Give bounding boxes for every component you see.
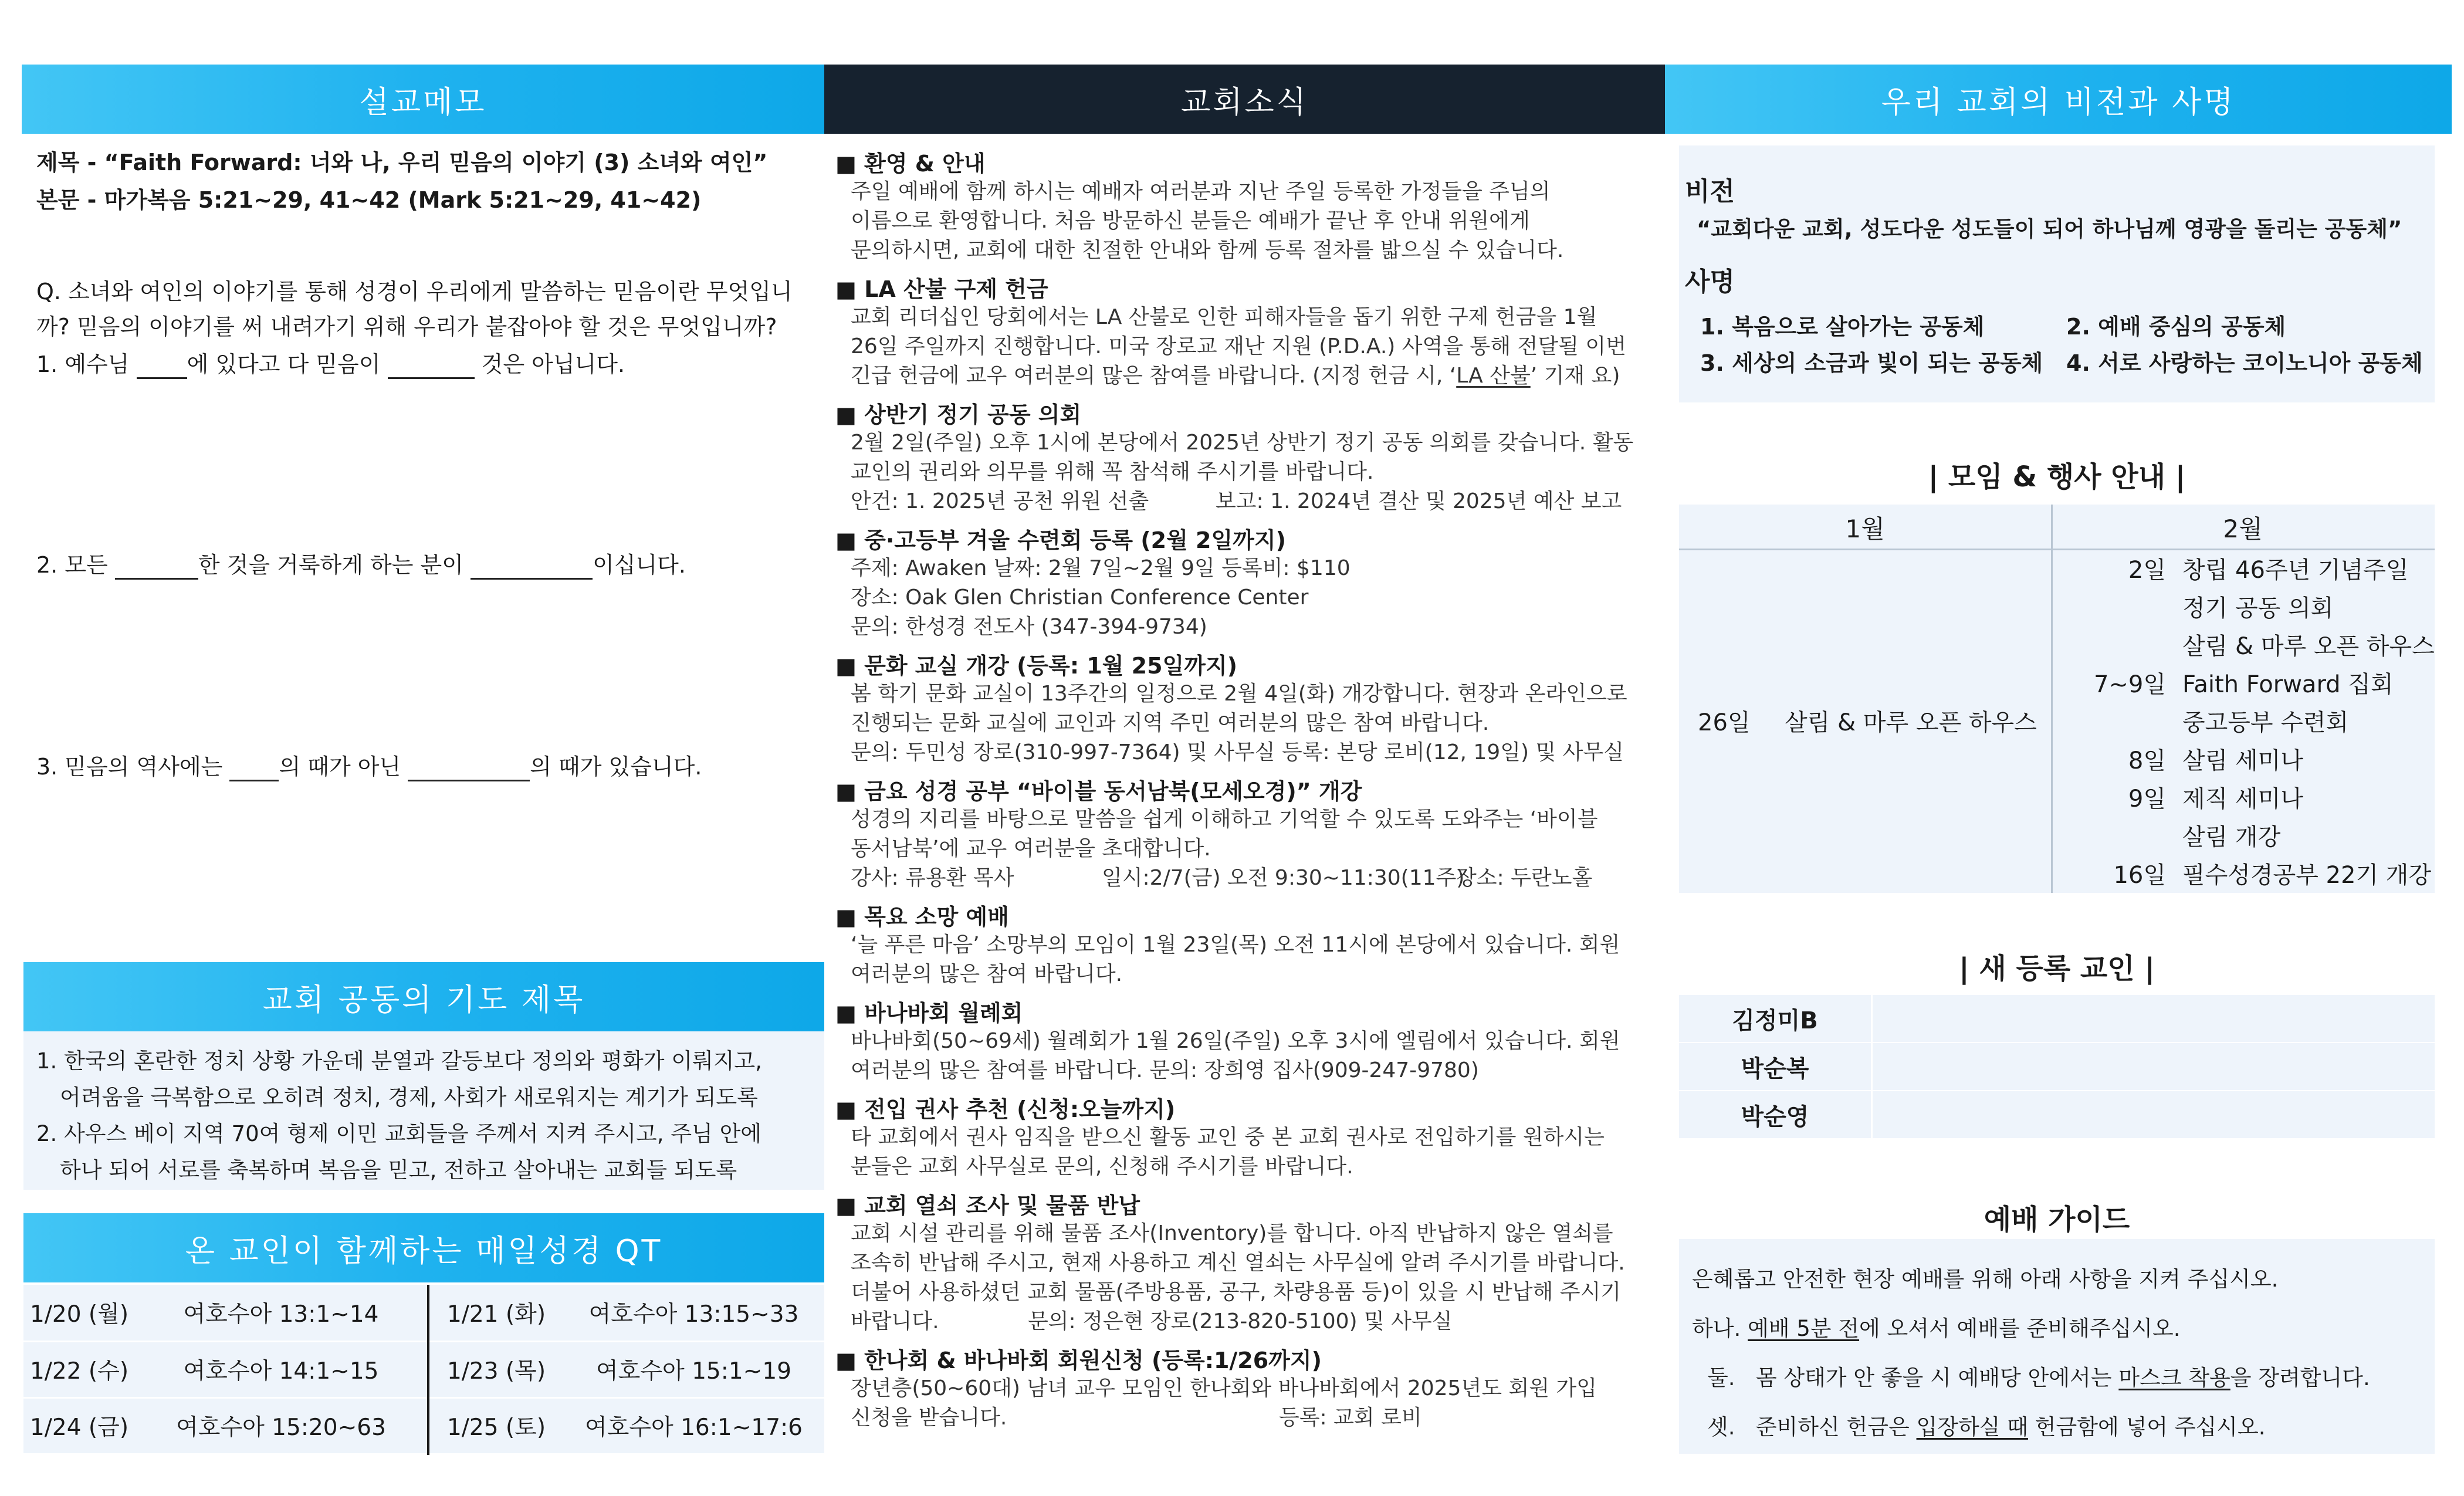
news-item-text: 더불어 사용하셨던 교회 물품(주방용품, 공구, 차량용품 등)이 있을 시 반납해 주시기 <box>851 1280 1622 1304</box>
news-item-text: 문의: 한성경 전도사 (347-394-9734) <box>851 615 1207 639</box>
prayer-line: 2. 사우스 베이 지역 70여 형제 이민 교회들을 주께서 지켜 주시고, 주님 안에 <box>36 1121 762 1146</box>
guide-item <box>1707 1409 2265 1441</box>
jan-event-day: 26일 <box>1698 709 1751 736</box>
sermon-question-line1: Q. 소녀와 여인의 이야기를 통해 성경이 우리에게 말씀하는 믿음이란 무엇입니 <box>36 279 793 304</box>
news-item-text: 신청을 받습니다. <box>851 1406 1007 1430</box>
fill-blank-2-part-b: 한 것을 거룩하게 하는 분이 <box>198 552 463 578</box>
news-item-text: 문의: 정은현 장로(213-820-5100) 및 사무실 <box>1028 1309 1453 1333</box>
news-item-text: 주일 예배에 함께 하시는 예배자 여러분과 지난 주일 등록한 가정들을 주님의 <box>851 180 1551 204</box>
news-item-text: 2월 2일(주일) 오후 1시에 본당에서 2025년 상반기 정기 공동 의회를 갖습니다. 활동 <box>851 431 1634 455</box>
vision-panel <box>1679 145 2435 402</box>
qt-passage: 여호수아 15:1~19 <box>563 1341 824 1397</box>
news-item-text: 장년층(50~60대) 남녀 교우 모임인 한나회와 바나바회에서 2025년도 회원 가입 <box>851 1376 1597 1400</box>
qt-passage: 여호수아 16:1~17:6 <box>563 1397 824 1454</box>
mission-item: 4. 서로 사랑하는 코이노니아 공동체 <box>2066 350 2423 376</box>
news-item-text: 교회 리더십인 당회에서는 LA 산불로 인한 피해자들을 돕기 위한 구제 헌금을 1월 <box>851 305 1597 329</box>
news-item-text: 진행되는 문화 교실에 교인과 지역 주민 여러분의 많은 참여 바랍니다. <box>851 711 1490 735</box>
blank-field[interactable] <box>229 754 279 781</box>
qt-passage: 여호수아 13:15~33 <box>563 1285 824 1341</box>
events-divider <box>2051 505 2053 893</box>
new-member-name: 박순복 <box>1679 1043 1873 1090</box>
qt-date: 1/23 (목) <box>428 1341 563 1397</box>
news-item-text: 동서남북’에 교우 여러분을 초대합니다. <box>851 837 1211 861</box>
fill-blank-2-part-c: 이십니다. <box>593 552 686 578</box>
feb-event-day: 9일 <box>2128 786 2166 813</box>
fill-blank-1-part-a: 1. 예수님 <box>36 351 130 377</box>
new-member-row <box>1679 1043 2435 1090</box>
fill-blank-3 <box>36 749 702 781</box>
vision-text: “교회다운 교회, 성도다운 성도들이 되어 하나님께 영광을 돌리는 공동체” <box>1697 216 2402 242</box>
church-news-header: 교회소식 <box>824 65 1665 134</box>
feb-event-day: 2일 <box>2128 557 2166 584</box>
news-item-text: 성경의 지리를 바탕으로 말씀을 쉽게 이해하고 기억할 수 있도록 도와주는 ‘바이블 <box>851 807 1598 831</box>
news-text-part: ’ 기재 요) <box>1530 364 1620 388</box>
qt-date: 1/21 (화) <box>428 1285 563 1341</box>
news-item-text: 26일 주일까지 진행합니다. 미국 장로교 재난 지원 (P.D.A.) 사역을 통해 전달될 이번 <box>851 334 1626 358</box>
news-item-text: 여러분의 많은 참여 바랍니다. <box>851 962 1123 986</box>
blank-field[interactable] <box>471 552 593 580</box>
new-member-name: 김정미B <box>1679 995 1873 1042</box>
fill-blank-1-part-c: 것은 아닙니다. <box>481 351 625 377</box>
news-item-title: ■ 바나바회 월례회 <box>835 1000 1023 1026</box>
sermon-text: 본문 - 마가복음 5:21~29, 41~42 (Mark 5:21~29, 41~42) <box>36 187 702 213</box>
blank-field[interactable] <box>408 754 530 781</box>
guide-item-text: 준비하신 헌금은 <box>1755 1414 1917 1440</box>
news-item-title: ■ 교회 열쇠 조사 및 물품 반납 <box>835 1193 1140 1219</box>
prayer-panel <box>23 1031 824 1190</box>
fill-blank-1-part-b: 에 있다고 다 믿음이 <box>187 351 381 377</box>
qt-date: 1/24 (금) <box>23 1397 135 1454</box>
news-item-title: ■ 환영 & 안내 <box>835 151 986 177</box>
mission-label: 사명 <box>1685 267 1735 297</box>
news-item-text: 타 교회에서 권사 임직을 받으신 활동 교인 중 본 교회 권사로 전입하기를 원하시는 <box>851 1125 1605 1149</box>
new-members-title: | 새 등록 교인 | <box>1959 952 2155 985</box>
sermon-memo-header: 설교메모 <box>22 65 824 134</box>
guide-item-text: 헌금함에 넣어 주십시오. <box>2028 1414 2266 1440</box>
feb-event-name: 필수성경공부 22기 개강 <box>2182 862 2432 889</box>
mission-item: 1. 복음으로 살아가는 공동체 <box>1700 314 1985 340</box>
blank-field[interactable] <box>137 351 187 379</box>
guide-item-underline: 예배 5분 전 <box>1748 1316 1860 1341</box>
fill-blank-3-part-c: 의 때가 있습니다. <box>530 754 702 780</box>
guide-item-text: 을 장려합니다. <box>2230 1365 2370 1390</box>
feb-event-name: 살림 & 마루 오픈 하우스 <box>2182 633 2435 660</box>
mission-item: 2. 예배 중심의 공동체 <box>2066 314 2286 340</box>
qt-date: 1/20 (월) <box>23 1285 135 1341</box>
guide-item-number: 하나. <box>1692 1316 1741 1341</box>
news-item-text: 등록: 교회 로비 <box>1279 1406 1422 1430</box>
worship-guide-title: 예배 가이드 <box>1984 1203 2130 1236</box>
qt-passage: 여호수아 15:20~63 <box>135 1397 428 1454</box>
feb-event-name: 창립 46주년 기념주일 <box>2182 557 2409 584</box>
new-member-row <box>1679 1091 2435 1138</box>
news-item-text: ‘늘 푸른 마음’ 소망부의 모임이 1월 23일(목) 오전 11시에 본당에서 있습니다. 회원 <box>851 933 1620 957</box>
news-item-title: ■ 상반기 정기 공동 의회 <box>835 402 1082 428</box>
news-item-text: 문의: 두민성 장로(310-997-7364) 및 사무실 등록: 본당 로비(12, 19일) 및 사무실 <box>851 740 1624 764</box>
news-item-text: 보고: 1. 2024년 결산 및 2025년 예산 보고 <box>1216 489 1622 513</box>
news-item-text: 안건: 1. 2025년 공천 위원 선출 <box>851 489 1149 513</box>
qt-passage: 여호수아 14:1~15 <box>135 1341 428 1397</box>
news-text-part: 긴급 헌금에 교우 여러분의 많은 참여를 바랍니다. (지정 헌금 시, ‘ <box>851 364 1457 388</box>
news-item-text: 장소: Oak Glen Christian Conference Center <box>851 585 1309 610</box>
news-item-text <box>851 359 1620 389</box>
qt-table <box>23 1285 824 1455</box>
news-item-text: 문의하시면, 교회에 대한 친절한 안내와 함께 등록 절차를 밟으실 수 있습니다. <box>851 238 1564 262</box>
sermon-title: 제목 - “Faith Forward: 너와 나, 우리 믿음의 이야기 (3) 소녀와 여인” <box>36 150 768 175</box>
guide-item-number: 둘. <box>1707 1365 1735 1390</box>
news-item-text: 분들은 교회 사무실로 문의, 신청해 주시기를 바랍니다. <box>851 1155 1353 1179</box>
news-item-text: 일시:2/7(금) 오전 9:30~11:30(11주) <box>1102 866 1465 890</box>
feb-event-day: 8일 <box>2128 747 2166 774</box>
guide-item-text: 몸 상태가 안 좋을 시 예배당 안에서는 <box>1755 1365 2119 1390</box>
news-text-underline: LA 산불 <box>1456 364 1531 388</box>
worship-guide-panel <box>1679 1239 2435 1454</box>
events-col-jan: 1월 <box>1845 515 1885 543</box>
feb-event-day: 16일 <box>2113 862 2166 889</box>
news-item-title: ■ 문화 교실 개강 (등록: 1월 25일까지) <box>835 653 1238 679</box>
news-item-text: 교회 시설 관리를 위해 물품 조사(Inventory)를 합니다. 아직 반납하지 않은 열쇠를 <box>851 1221 1613 1245</box>
feb-event-day: 7~9일 <box>2093 671 2166 698</box>
vision-mission-header: 우리 교회의 비전과 사명 <box>1665 65 2452 134</box>
events-title: | 모임 & 행사 안내 | <box>1928 461 2186 493</box>
feb-event-name: 살림 개강 <box>2182 824 2281 851</box>
news-item-text: 조속히 반납해 주시고, 현재 사용하고 계신 열쇠는 사무실에 알려 주시기를 바랍니다. <box>851 1251 1625 1275</box>
prayer-line: 하나 되어 서로를 축복하며 복음을 믿고, 전하고 살아내는 교회들 되도록 <box>60 1157 737 1183</box>
news-item-text: 봄 학기 문화 교실이 13주간의 일정으로 2월 4일(화) 개강합니다. 현장과 온라인으로 <box>851 682 1627 706</box>
events-panel <box>1679 505 2435 893</box>
prayer-header: 교회 공동의 기도 제목 <box>23 962 824 1031</box>
blank-field[interactable] <box>115 552 198 580</box>
mission-item: 3. 세상의 소금과 빛이 되는 공동체 <box>1700 350 2043 376</box>
blank-field[interactable] <box>388 351 475 379</box>
events-col-feb: 2월 <box>2223 515 2263 543</box>
feb-event-name: 정기 공동 의회 <box>2182 595 2334 622</box>
qt-date: 1/25 (토) <box>428 1397 563 1454</box>
sermon-question-line2: 까? 믿음의 이야기를 써 내려가기 위해 우리가 붙잡아야 할 것은 무엇입니까? <box>36 314 777 340</box>
guide-item-number: 셋. <box>1707 1414 1735 1440</box>
news-item-text: 주제: Awaken 날짜: 2월 7일~2월 9일 등록비: $110 <box>851 556 1351 580</box>
qt-row <box>23 1285 824 1341</box>
qt-date: 1/22 (수) <box>23 1341 135 1397</box>
guide-item-text: 에 오셔서 예배를 준비해주십시오. <box>1859 1316 2181 1341</box>
news-item-text: 교인의 권리와 의무를 위해 꼭 참석해 주시기를 바랍니다. <box>851 460 1374 484</box>
new-member-row <box>1679 995 2435 1042</box>
new-member-name: 박순영 <box>1679 1091 1873 1138</box>
fill-blank-2 <box>36 547 686 580</box>
news-item-text: 강사: 류용환 목사 <box>851 866 1014 890</box>
news-item-text: 장소: 두란노홀 <box>1456 866 1593 890</box>
qt-row <box>23 1341 824 1397</box>
feb-event-name: 제직 세미나 <box>2182 786 2303 813</box>
news-item-title: ■ LA 산불 구제 헌금 <box>835 276 1048 302</box>
guide-item-underline: 마스크 착용 <box>2118 1365 2231 1390</box>
prayer-line: 1. 한국의 혼란한 정치 상황 가운데 분열과 갈등보다 정의와 평화가 이뤄지고, <box>36 1048 762 1074</box>
qt-row <box>23 1397 824 1454</box>
news-item-text: 여러분의 많은 참여를 바랍니다. 문의: 장희영 집사(909-247-9780) <box>851 1058 1479 1082</box>
news-item-text: 이름으로 환영합니다. 처음 방문하신 분들은 예배가 끝난 후 안내 위원에게 <box>851 209 1530 233</box>
guide-intro: 은혜롭고 안전한 현장 예배를 위해 아래 사항을 지켜 주십시오. <box>1692 1267 2279 1292</box>
news-item-title: ■ 금요 성경 공부 “바이블 동서남북(모세오경)” 개강 <box>835 779 1362 804</box>
feb-event-name: 중고등부 수련회 <box>2182 709 2349 736</box>
fill-blank-2-part-a: 2. 모든 <box>36 552 108 578</box>
feb-event-name: Faith Forward 집회 <box>2182 671 2394 698</box>
news-item-text: 바랍니다. <box>851 1309 939 1333</box>
qt-passage: 여호수아 13:1~14 <box>135 1285 428 1341</box>
feb-event-name: 살림 세미나 <box>2182 747 2303 774</box>
qt-header: 온 교인이 함께하는 매일성경 QT <box>23 1213 824 1282</box>
news-item-title: ■ 목요 소망 예배 <box>835 904 1009 930</box>
guide-item <box>1692 1311 2180 1342</box>
fill-blank-3-part-b: 의 때가 아닌 <box>279 754 401 780</box>
jan-event-name: 살림 & 마루 오픈 하우스 <box>1785 709 2037 736</box>
news-item-title: ■ 한나회 & 바나바회 회원신청 (등록:1/26까지) <box>835 1348 1322 1373</box>
fill-blank-3-part-a: 3. 믿음의 역사에는 <box>36 754 223 780</box>
vision-label: 비전 <box>1685 177 1735 207</box>
news-item-title: ■ 전입 권사 추천 (신청:오늘까지) <box>835 1096 1176 1122</box>
prayer-line: 어려움을 극복함으로 오히려 정치, 경제, 사회가 새로워지는 계기가 되도록 <box>60 1085 758 1110</box>
news-item-text: 바나바회(50~69세) 월례회가 1월 26일(주일) 오후 3시에 엘림에서 있습니다. 회원 <box>851 1029 1620 1053</box>
news-item-title: ■ 중·고등부 겨울 수련회 등록 (2월 2일까지) <box>835 527 1286 553</box>
guide-item-underline: 입장하실 때 <box>1916 1414 2029 1440</box>
guide-item <box>1707 1360 2370 1392</box>
events-header-row <box>1679 505 2435 550</box>
fill-blank-1 <box>36 346 625 379</box>
